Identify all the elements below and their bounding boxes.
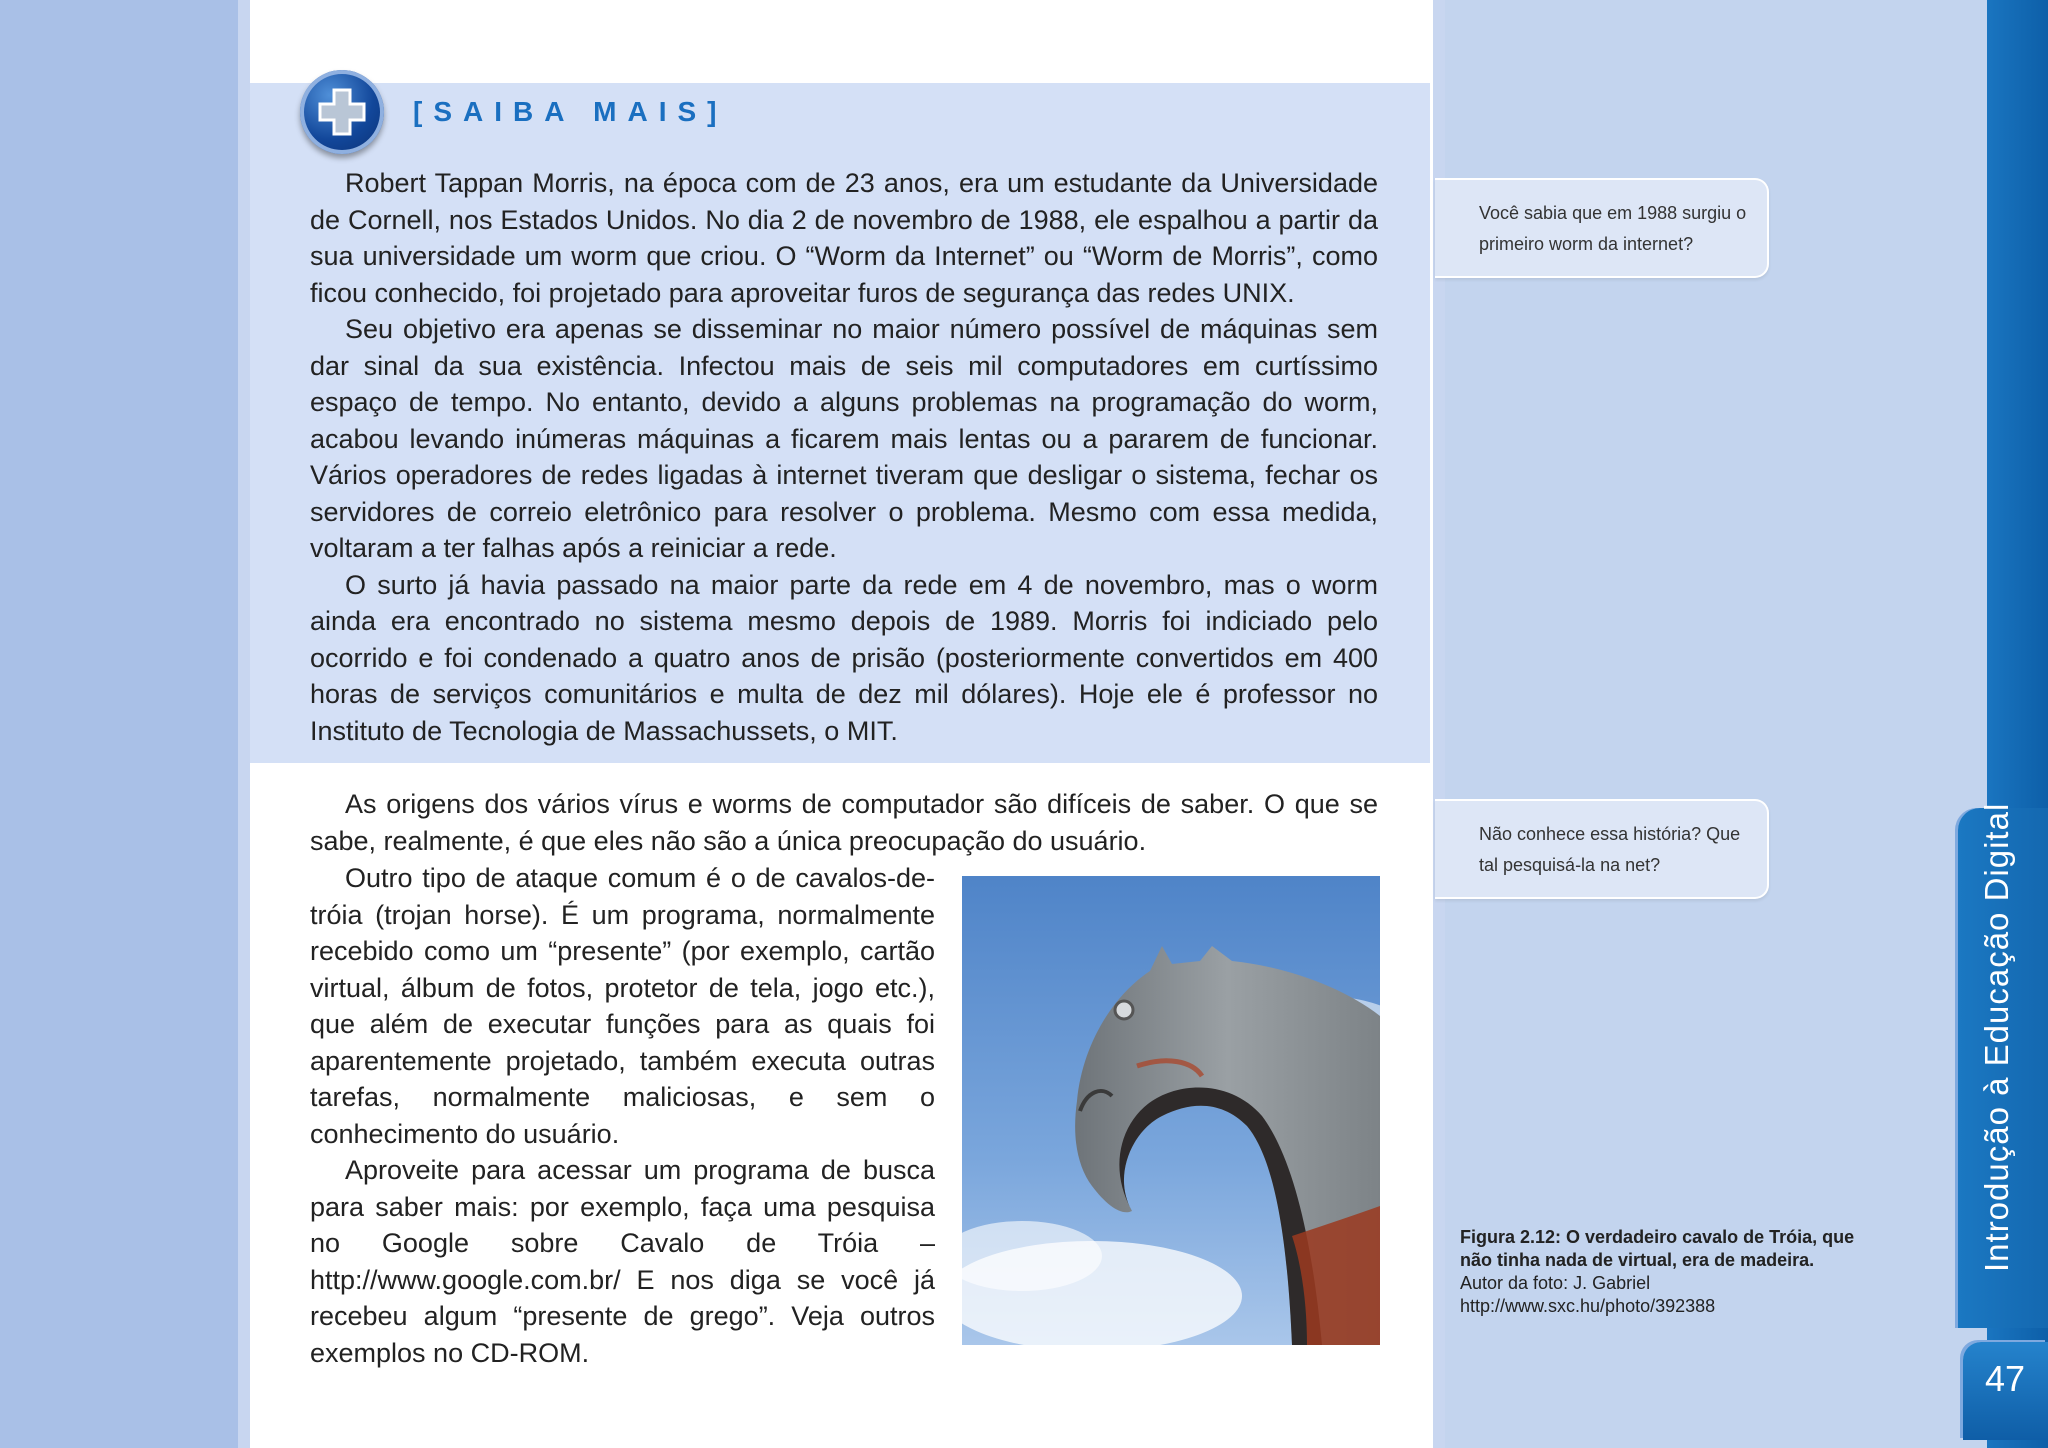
figure-caption bbox=[1460, 1226, 1860, 1318]
callout-2-text: Não conhece essa história? Que tal pesquisá-la na net? bbox=[1479, 824, 1741, 875]
saiba-mais-title: [SAIBA MAIS] bbox=[413, 96, 728, 127]
saiba-paragraph-2: Seu objetivo era apenas se disseminar no maior número possível de máquinas sem dar sinal da sua existência. Infectou mais de seis mil computadores em curtíssimo espaço de tempo. No entanto, devido a alguns problemas na programação do worm, acabou levando inúmeras máquinas a ficarem mais lentas ou a pararem de funcionar. Vários operadores de redes ligadas à internet tiveram que desligar o sistema, fechar os servidores de correio eletrônico para resolver o problema. Mesmo com essa medida, voltaram a ter falhas após a reiniciar a rede. bbox=[310, 314, 1378, 563]
saiba-paragraph-3: O surto já havia passado na maior parte da rede em 4 de novembro, mas o worm ainda era encontrado no sistema mesmo depois de 1989. Morris foi indiciado pelo ocorrido e foi condenado a quatro anos de prisão (posteriormente convertidos em 400 horas de serviços comunitários e multa de dez mil dólares). Hoje ele é professor no Instituto de Tecnologia de Massachussets, o MIT. bbox=[310, 569, 1378, 746]
trojan-paragraph: Outro tipo de ataque comum é o de cavalos-de-tróia (trojan horse). É um programa, normalmente recebido como um “presente” (por exemplo, cartão virtual, álbum de fotos, protetor de tela, jogo etc.), que além de executar funções para as quais foi aparentemente projetado, também executa outras tarefas, normalmente maliciosas, e sem o conhecimento do usuário. bbox=[310, 863, 935, 1149]
intro-paragraph: As origens dos vários vírus e worms de computador são difíceis de saber. O que se sabe, realmente, é que eles não são a única preocupação do usuário. bbox=[310, 789, 1378, 856]
saiba-paragraph-1: Robert Tappan Morris, na época com de 23 anos, era um estudante da Universidade de Cornell, nos Estados Unidos. No dia 2 de novembro de 1988, ele espalhou a partir da sua universidade um worm que criou. O “Worm da Internet” ou “Worm de Morris”, como ficou conhecido, foi projetado para aproveitar furos de segurança das redes UNIX. bbox=[310, 168, 1378, 308]
main-column-text bbox=[310, 860, 935, 1371]
book-title-label: Introdução à Educação Digital bbox=[1978, 802, 2015, 1272]
trojan-horse-photo bbox=[962, 876, 1380, 1345]
plus-icon bbox=[300, 70, 384, 154]
main-intro-text bbox=[310, 786, 1378, 859]
figure-credit: Autor da foto: J. Gabriel http://www.sxc.hu/photo/392388 bbox=[1460, 1273, 1716, 1316]
search-paragraph: Aproveite para acessar um programa de busca para saber mais: por exemplo, faça uma pesquisa no Google sobre Cavalo de Tróia – http://www.google.com.br/ E nos diga se você já recebeu algum “presente de grego”. Veja outros exemplos no CD-ROM. bbox=[310, 1155, 935, 1368]
saiba-mais-text bbox=[310, 165, 1378, 749]
page-number: 47 bbox=[1985, 1358, 2026, 1399]
callout-1 bbox=[1435, 178, 1769, 278]
left-margin-line bbox=[238, 0, 250, 1448]
figure-caption-title: Figura 2.12: O verdadeiro cavalo de Tróia, que não tinha nada de virtual, era de madeira. bbox=[1460, 1227, 1855, 1270]
callout-2 bbox=[1435, 799, 1769, 899]
left-margin-strip bbox=[0, 0, 238, 1448]
callout-1-text: Você sabia que em 1988 surgiu o primeiro worm da internet? bbox=[1479, 203, 1747, 254]
